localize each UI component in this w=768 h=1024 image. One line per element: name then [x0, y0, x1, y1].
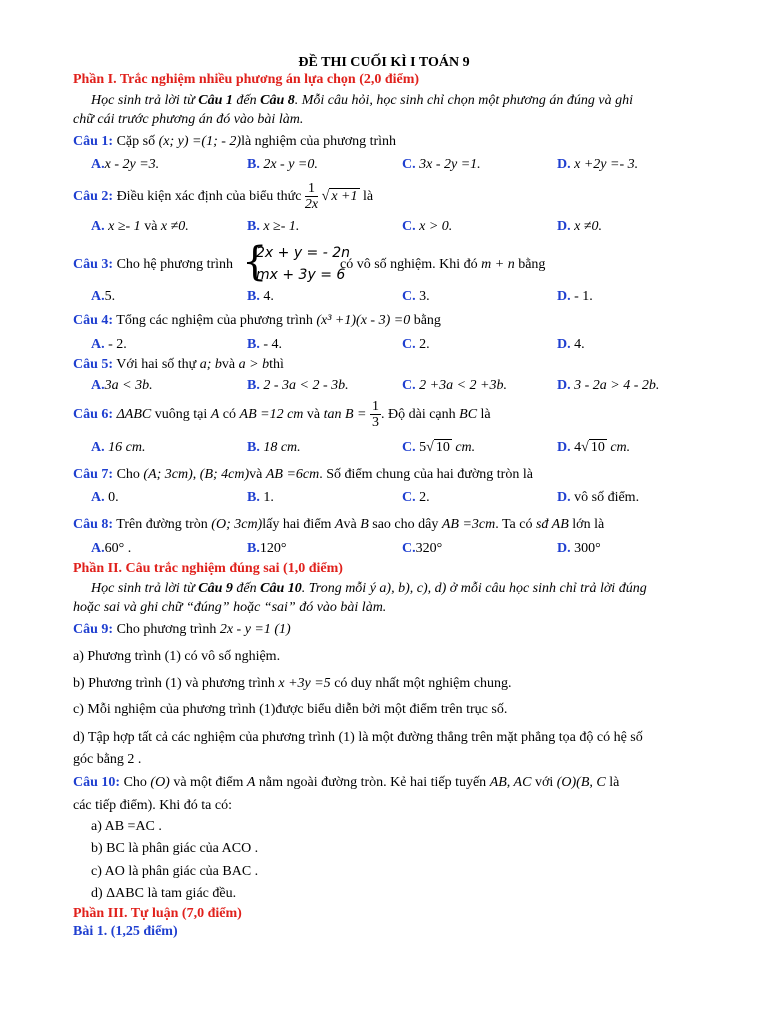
system-brace: {: [242, 239, 268, 285]
page-title: ĐỀ THI CUỐI KÌ I TOÁN 9: [298, 55, 470, 70]
option-label: C.: [402, 219, 416, 234]
option-label: C.: [402, 337, 416, 352]
q7-option-d: [557, 489, 639, 507]
option-label: B.: [247, 378, 260, 393]
question-text: và: [303, 407, 324, 422]
option-text: 4.: [574, 337, 585, 352]
question-text: Tổng các nghiệm của phương trình: [113, 313, 317, 328]
q8-option-b: [247, 540, 286, 558]
question-text: . Ta có: [495, 517, 536, 532]
fraction: [370, 399, 381, 430]
part1-instructions: [91, 92, 633, 110]
option-text: 2 - 3a < 2 - 3b.: [263, 378, 349, 393]
option-label: C.: [402, 440, 416, 455]
question-label: Câu 3:: [73, 257, 114, 272]
question-text: . Độ dài cạnh: [381, 407, 460, 422]
option-text: 18 cm.: [263, 440, 301, 455]
question-text: là: [605, 775, 620, 790]
question-text: nằm ngoài đường tròn. Kẻ hai tiếp tuyến: [255, 775, 490, 790]
question-text: Cho hệ phương trình: [113, 257, 234, 272]
question-5: [73, 356, 284, 374]
option-text: 3.: [419, 289, 430, 304]
math-expr: (x; y) =(1; - 2): [158, 134, 242, 149]
option-text: 2.: [419, 337, 430, 352]
question-text: có vô số nghiệm. Khi đó: [340, 257, 482, 272]
option-text: 320°: [415, 541, 443, 556]
option-label: C.: [402, 157, 416, 172]
option-label: B.: [247, 219, 260, 234]
instr-text: Câu 1: [198, 93, 233, 108]
option-label: D.: [557, 440, 571, 455]
option-text: 1.: [263, 490, 274, 505]
part1-heading: Phần I. Trắc nghiệm nhiều phương án lựa chọn (2,0 điểm): [73, 72, 420, 87]
math-expr: (O)(B, C: [556, 775, 606, 790]
option-label: B.: [247, 337, 260, 352]
q5-option-b: [247, 377, 349, 395]
q1-option-d: [557, 156, 638, 174]
math-expr: a > b: [238, 357, 270, 372]
q4-option-a: [91, 336, 127, 354]
option-text: 120°: [259, 541, 287, 556]
math-expr: tan B =: [323, 407, 367, 422]
question-8: [73, 516, 604, 534]
question-text: và: [221, 357, 239, 372]
option-label: A.: [91, 490, 105, 505]
question-text: Cặp số: [113, 134, 159, 149]
denominator: 2x: [304, 197, 319, 213]
part3-heading: Phần III. Tự luận (7,0 điểm): [73, 906, 242, 921]
instr-text: . Mỗi câu hỏi, học sinh chỉ chọn một phương án đúng và ghi: [294, 93, 633, 108]
denominator: 3: [372, 415, 379, 431]
question-text: bằng: [514, 257, 546, 272]
math-expr: 2x - y =1 (1): [219, 622, 291, 637]
question-10: [73, 774, 619, 792]
option-text: cm.: [606, 440, 631, 455]
option-label: A.: [91, 157, 105, 172]
math-expr: a; b: [199, 357, 222, 372]
radicand: 10: [590, 440, 605, 455]
math-expr: (O): [150, 775, 170, 790]
math-expr: AB =6cm: [265, 467, 320, 482]
part2-instructions-line2: hoặc sai và ghi chữ “đúng” hoặc “sai” đó vào bài làm.: [73, 600, 387, 615]
q9-statement-a: a) Phương trình (1) có vô số nghiệm.: [73, 649, 281, 664]
q4-option-d: [557, 336, 585, 354]
question-text: thì: [269, 357, 284, 372]
q9-statement-c: c) Mỗi nghiệm của phương trình (1)được biểu diễn bởi một điểm trên trục số.: [73, 702, 508, 717]
option-label: A.: [91, 541, 105, 556]
option-text: - 4.: [263, 337, 283, 352]
q7-option-a: [91, 489, 119, 507]
q6-option-d: D. 4√ 10 cm.: [557, 440, 631, 455]
math-expr: AB, AC: [489, 775, 532, 790]
option-label: A.: [91, 440, 105, 455]
math-expr: A: [334, 517, 344, 532]
instr-text: đến: [232, 93, 261, 108]
option-text: x +2y =- 3.: [574, 157, 639, 172]
q3-option-a: [91, 288, 115, 306]
option-label: B.: [247, 541, 260, 556]
question-9: [73, 621, 291, 639]
q10-line2: các tiếp điểm). Khi đó ta có:: [73, 798, 232, 813]
option-label: C.: [402, 541, 416, 556]
radicand: 10: [435, 440, 450, 455]
instr-text: Học sinh trả lời từ: [91, 93, 199, 108]
option-text: 0.: [108, 490, 119, 505]
instr-text: Học sinh trả lời từ: [91, 581, 199, 596]
option-text: 5.: [104, 289, 116, 304]
option-text: 4.: [263, 289, 274, 304]
q6-option-c: C. 5√ 10 cm.: [402, 440, 476, 455]
option-text: 3a < 3b.: [104, 378, 153, 393]
math-expr: (A; 3cm): [143, 467, 193, 482]
bai1-heading: Bài 1. (1,25 điểm): [73, 924, 178, 939]
math-expr: A: [246, 775, 256, 790]
math-expr: B: [360, 517, 369, 532]
math-expr: x +3y =5: [278, 676, 331, 691]
option-text: - 1.: [574, 289, 593, 304]
q6-option-a: [91, 439, 145, 457]
question-4: [73, 312, 441, 330]
part1-instructions-line2: chữ cái trước phương án đó vào bài làm.: [73, 112, 304, 127]
question-text: vuông tại: [151, 407, 211, 422]
option-label: D.: [557, 490, 571, 505]
question-6: [73, 398, 491, 432]
option-text: x ≠0.: [574, 219, 603, 234]
q10-statement-d: d) ΔABC là tam giác đều.: [91, 886, 237, 901]
math-expr: BC: [459, 407, 478, 422]
question-label: Câu 6:: [73, 407, 114, 422]
option-label: D.: [557, 337, 571, 352]
question-text: ,: [192, 467, 200, 482]
option-label: D.: [557, 157, 571, 172]
question-label: Câu 4:: [73, 313, 114, 328]
question-text: là nghiệm của phương trình: [241, 134, 397, 149]
question-7: [73, 466, 533, 484]
option-text: x > 0.: [419, 219, 453, 234]
q6-option-b: [247, 439, 301, 457]
option-label: C.: [402, 289, 416, 304]
option-text: 2x - y =0.: [263, 157, 318, 172]
option-label: B.: [247, 289, 260, 304]
question-text: với: [531, 775, 557, 790]
option-text: - 2.: [108, 337, 127, 352]
math-expr: (B; 4cm): [199, 467, 250, 482]
statement-text: có duy nhất một nghiệm chung.: [330, 676, 512, 691]
q4-option-c: [402, 336, 430, 354]
q3-option-b: [247, 288, 274, 306]
question-text: Cho: [113, 467, 144, 482]
question-text: Điều kiện xác định của biểu thức: [113, 189, 305, 204]
option-label: A.: [91, 289, 105, 304]
question-text: Với hai số thự: [113, 357, 200, 372]
q9-statement-b: [73, 675, 512, 693]
option-label: A.: [91, 337, 105, 352]
numerator: 1: [305, 181, 318, 197]
option-label: D.: [557, 378, 571, 393]
option-text: 5: [419, 440, 427, 455]
question-label: Câu 8:: [73, 517, 114, 532]
option-text: 16 cm.: [108, 440, 146, 455]
q7-option-c: [402, 489, 430, 507]
option-label: C.: [402, 378, 416, 393]
question-2: Câu 2: Điều kiện xác định của biểu thức $\frac{1}{2x}$ √ x +1 là: [73, 181, 374, 213]
q1-option-c: [402, 156, 481, 174]
q2-option-a: [91, 218, 189, 236]
math-expr: AB =3cm: [441, 517, 496, 532]
q9-statement-d-line2: góc bằng 2 .: [73, 752, 142, 767]
statement-text: b) Phương trình (1) và phương trình: [73, 676, 279, 691]
q9-statement-d: d) Tập hợp tất cả các nghiệm của phương trình (1) là một đường thẳng trên mặt phẳng tọa độ có hệ số: [73, 730, 643, 745]
q2-option-c: [402, 218, 452, 236]
question-text: có: [219, 407, 240, 422]
instr-text: . Trong mỗi ý a), b), c), d) ở mỗi câu học sinh chỉ trả lời đúng: [301, 581, 647, 596]
part2-instructions: [91, 580, 647, 598]
system-eq-1: 2x + y = - 2n: [256, 245, 351, 261]
option-text: x ≥- 1.: [263, 219, 300, 234]
option-label: D.: [557, 219, 571, 234]
q4-option-b: [247, 336, 282, 354]
instr-text: đến: [232, 581, 261, 596]
option-text: 60° .: [104, 541, 132, 556]
q8-option-c: [402, 540, 442, 558]
q3-option-d: [557, 288, 593, 306]
q8-option-d: [557, 540, 601, 558]
question-text: lấy hai điểm: [262, 517, 335, 532]
question-3-suffix: [340, 256, 545, 274]
q5-option-a: [91, 377, 153, 395]
math-expr: m + n: [481, 257, 515, 272]
option-label: D.: [557, 289, 571, 304]
question-text: là: [363, 189, 374, 204]
question-text: và: [343, 517, 361, 532]
question-text: và: [249, 467, 266, 482]
option-text: và: [140, 219, 161, 234]
question-text: Trên đường tròn: [113, 517, 212, 532]
option-label: B.: [247, 440, 260, 455]
q10-statement-a: a) AB =AC .: [91, 819, 162, 834]
numerator: 1: [372, 399, 379, 415]
option-text: x ≠0.: [160, 219, 189, 234]
q10-statement-c: c) AO là phân giác của BAC .: [91, 864, 259, 879]
math-expr: (x³ +1)(x - 3) =0: [316, 313, 411, 328]
option-text: 3 - 2a > 4 - 2b.: [574, 378, 660, 393]
q2-option-b: [247, 218, 299, 236]
q10-statement-b: b) BC là phân giác của ACO .: [91, 841, 259, 856]
option-label: A.: [91, 378, 105, 393]
system-eq-2: mx + 3y = 6: [256, 267, 346, 283]
option-text: 4: [574, 440, 582, 455]
instr-text: Câu 8: [260, 93, 295, 108]
option-label: A.: [91, 219, 105, 234]
q8-option-a: [91, 540, 131, 558]
question-1: [73, 133, 396, 151]
question-label: Câu 7:: [73, 467, 114, 482]
question-text: lớn là: [568, 517, 605, 532]
question-label: Câu 5:: [73, 357, 114, 372]
math-expr: AB =12 cm: [239, 407, 304, 422]
option-text: 300°: [574, 541, 601, 556]
question-text: Cho phương trình: [113, 622, 220, 637]
instr-text: Câu 9: [198, 581, 233, 596]
question-text: bằng: [410, 313, 441, 328]
question-label: Câu 1:: [73, 134, 114, 149]
question-text: và một điểm: [169, 775, 247, 790]
q3-option-c: [402, 288, 430, 306]
option-label: B.: [247, 157, 260, 172]
q1-option-a: [91, 156, 159, 174]
math-expr: sđ AB: [535, 517, 569, 532]
option-label: C.: [402, 490, 416, 505]
option-text: x ≥- 1: [108, 219, 141, 234]
question-text: Cho: [120, 775, 151, 790]
q7-option-b: [247, 489, 274, 507]
part2-heading: Phần II. Câu trắc nghiệm đúng sai (1,0 điểm): [73, 561, 343, 576]
q5-option-d: [557, 377, 659, 395]
question-label: Câu 10:: [73, 775, 121, 790]
question-text: sao cho dây: [368, 517, 442, 532]
option-text: 2 +3a < 2 +3b.: [419, 378, 507, 393]
question-3-prefix: [73, 256, 233, 274]
fraction: [305, 181, 318, 212]
question-text: . Số điểm chung của hai đường tròn là: [319, 467, 533, 482]
q1-option-b: [247, 156, 318, 174]
question-label: Câu 2:: [73, 189, 114, 204]
radicand: x +1: [331, 189, 358, 204]
math-expr: A: [210, 407, 220, 422]
math-expr: (O; 3cm): [211, 517, 263, 532]
option-text: 2.: [419, 490, 430, 505]
instr-text: Câu 10: [260, 581, 302, 596]
option-text: vô số điểm.: [574, 490, 640, 505]
q5-option-c: [402, 377, 507, 395]
q2-option-d: [557, 218, 602, 236]
question-label: Câu 9:: [73, 622, 114, 637]
option-text: cm.: [451, 440, 476, 455]
option-label: D.: [557, 541, 571, 556]
option-label: B.: [247, 490, 260, 505]
question-text: là: [477, 407, 491, 422]
math-expr: ΔABC: [113, 407, 152, 422]
option-text: x - 2y =3.: [104, 157, 160, 172]
option-text: 3x - 2y =1.: [419, 157, 481, 172]
